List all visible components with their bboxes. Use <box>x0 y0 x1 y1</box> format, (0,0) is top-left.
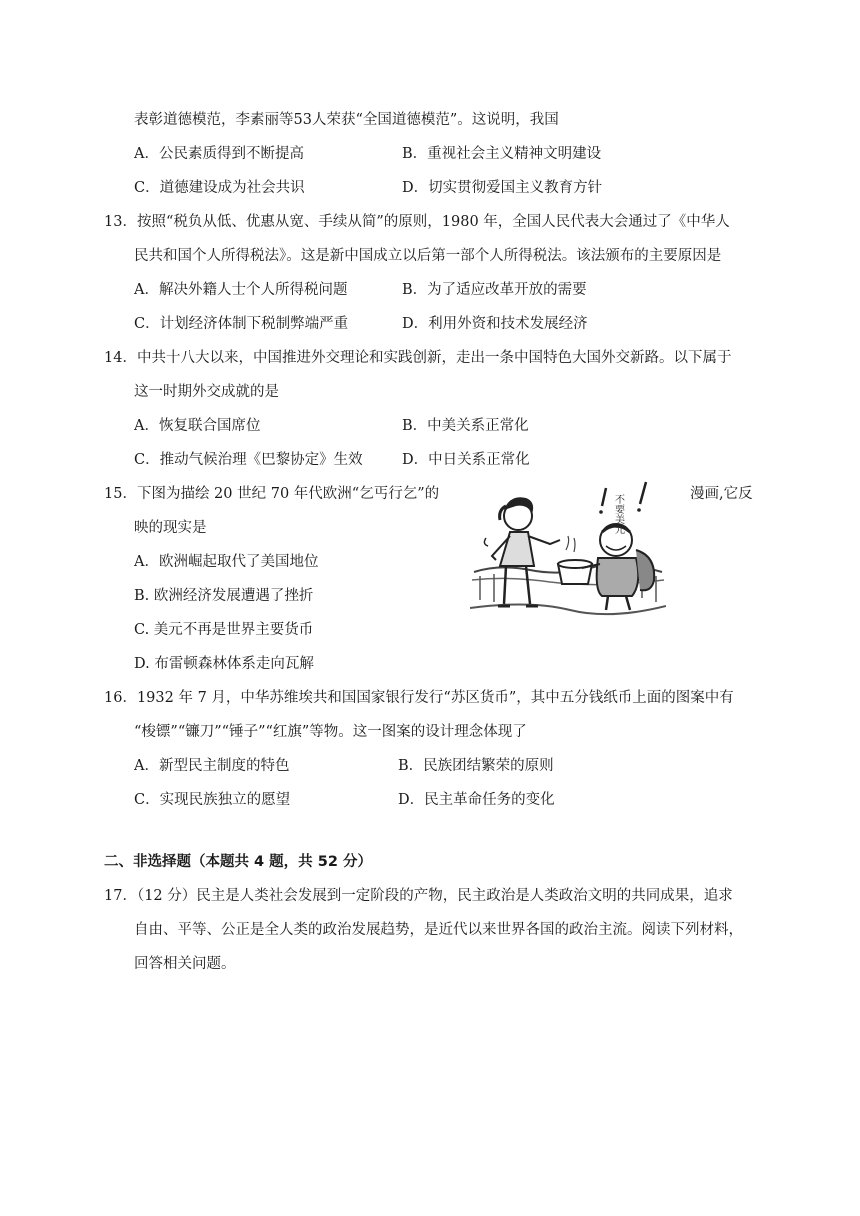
q14-option-b: B．中美关系正常化 <box>402 418 529 434</box>
q12-option-a: A．公民素质得到不断提高 <box>134 146 304 162</box>
q13-option-a: A．解决外籍人士个人所得税问题 <box>134 282 348 298</box>
q12-option-c: C．道德建设成为社会共识 <box>134 180 305 196</box>
q16-option-c: C．实现民族独立的愿望 <box>134 792 291 808</box>
q14-option-d: D．中日关系正常化 <box>402 452 530 468</box>
q16-stem-line2: “梭镖”“镰刀”“锤子”“红旗”等物。这一图案的设计理念体现了 <box>134 724 527 740</box>
q12-option-b: B．重视社会主义精神文明建设 <box>402 146 602 162</box>
q13-option-d: D．利用外资和技术发展经济 <box>402 316 588 332</box>
q12-option-d: D．切实贯彻爱国主义教育方针 <box>402 180 603 196</box>
q15-stem-line1-right: 漫画,它反 <box>690 486 753 502</box>
q15-stem-line2: 映的现实是 <box>134 520 207 536</box>
q15-option-a: A．欧洲崛起取代了美国地位 <box>134 554 319 570</box>
q12-continuation: 表彰道德模范，李素丽等53人荣获“全国道德模范”。这说明，我国 <box>134 112 559 128</box>
q14-option-a: A．恢复联合国席位 <box>134 418 261 434</box>
cartoon-caption: 不要美元 <box>612 494 624 534</box>
q14-stem-line2: 这一时期外交成就的是 <box>134 384 279 400</box>
q16-option-b: B．民族团结繁荣的原则 <box>398 758 554 774</box>
q15-option-b: B. 欧洲经济发展遭遇了挫折 <box>134 588 314 604</box>
q13-option-c: C．计划经济体制下税制弊端严重 <box>134 316 349 332</box>
q16-option-d: D．民主革命任务的变化 <box>398 792 555 808</box>
q16-option-a: A．新型民主制度的特色 <box>134 758 290 774</box>
q14-option-c: C．推动气候治理《巴黎协定》生效 <box>134 452 363 468</box>
q13-stem-line2: 民共和国个人所得税法》。这是新中国成立以后第一部个人所得税法。该法颁布的主要原因是 <box>134 248 722 264</box>
q13-option-b: B．为了适应改革开放的需要 <box>402 282 587 298</box>
section-heading: 二、非选择题（本题共 4 题，共 52 分） <box>104 854 372 870</box>
beggar-cartoon-image <box>470 480 666 624</box>
q17-stem-line3: 回答相关问题。 <box>134 956 236 972</box>
q16-stem-line1: 16．1932 年 7 月，中华苏维埃共和国国家银行发行“苏区货币”，其中五分钱纸币上面的图案中有 <box>104 690 734 706</box>
q17-stem-line2: 自由、平等、公正是全人类的政治发展趋势，是近代以来世界各国的政治主流。阅读下列材料， <box>134 922 743 938</box>
q15-option-d: D. 布雷顿森林体系走向瓦解 <box>134 656 314 672</box>
q14-stem-line1: 14．中共十八大以来，中国推进外交理论和实践创新，走出一条中国特色大国外交新路。以下属于 <box>104 350 732 366</box>
q15-option-c: C. 美元不再是世界主要货币 <box>134 622 314 638</box>
q17-stem-line1: 17．（12 分）民主是人类社会发展到一定阶段的产物，民主政治是人类政治文明的共同成果，追求 <box>104 888 733 904</box>
q15-stem-line1-left: 15．下图为描绘 20 世纪 70 年代欧洲“乞丐行乞”的 <box>104 486 440 502</box>
q13-stem-line1: 13．按照“税负从低、优惠从宽、手续从简”的原则，1980 年，全国人民代表大会通过了《中华人 <box>104 214 730 230</box>
